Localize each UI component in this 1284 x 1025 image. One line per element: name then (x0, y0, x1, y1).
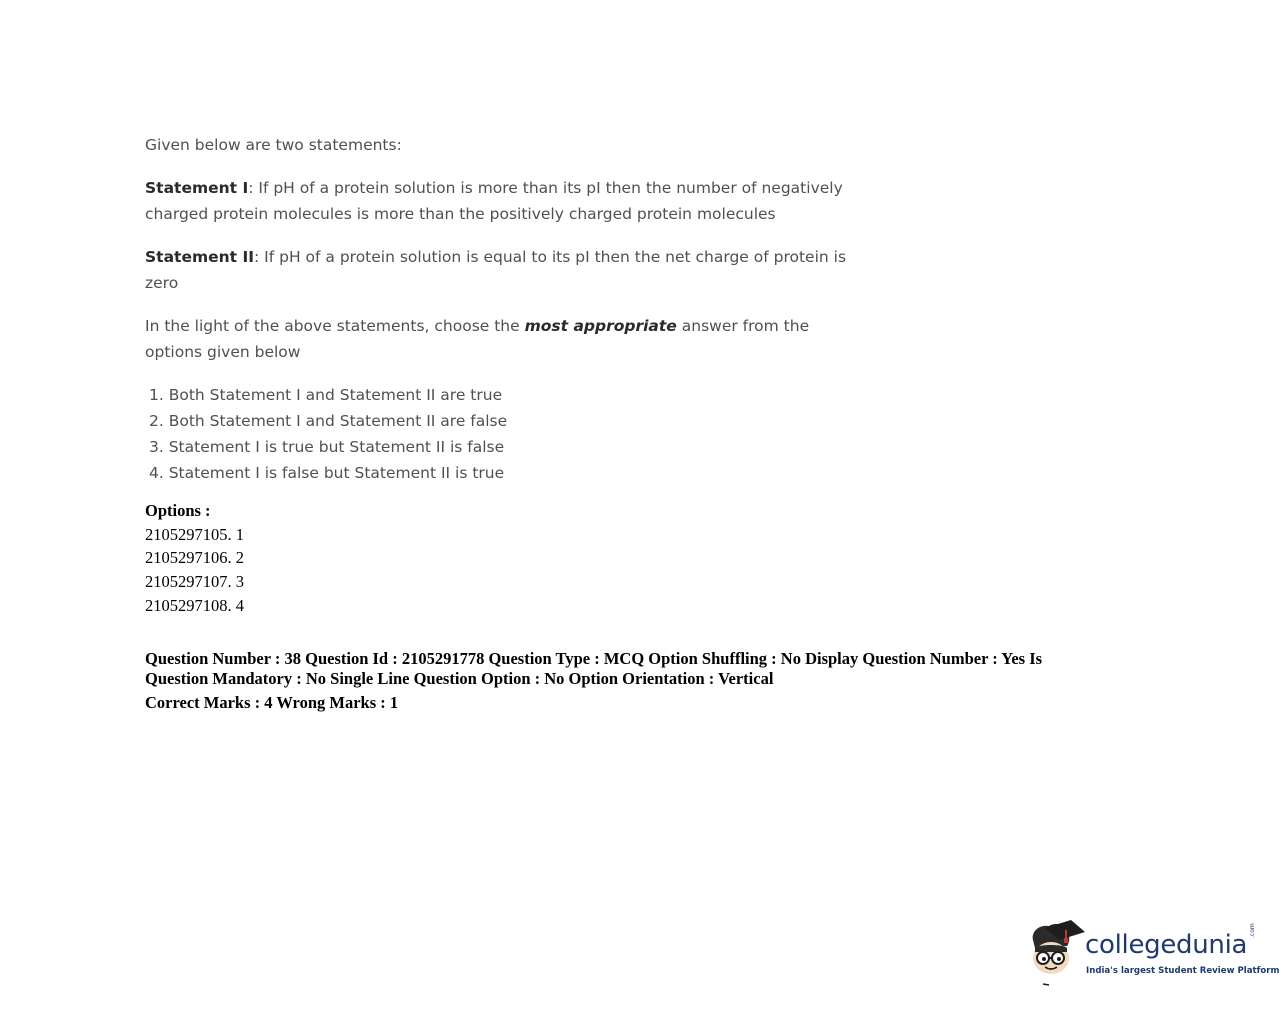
option-item: 2105297108. 4 (145, 595, 244, 615)
option-item: 2105297105. 1 (145, 524, 244, 544)
logo-suffix: .com (1249, 923, 1256, 938)
choice-item: 4. Statement I is false but Statement II is true (149, 464, 505, 482)
option-item: 2105297107. 3 (145, 572, 244, 592)
statement-two-label: Statement II (145, 248, 254, 266)
options-block (145, 499, 244, 618)
student-mascot-icon (1025, 918, 1087, 988)
question-meta (145, 649, 1105, 713)
instruction (145, 313, 865, 365)
collegedunia-logo (1025, 918, 1280, 988)
question-intro: Given below are two statements: (145, 136, 402, 154)
statement-two (145, 244, 865, 296)
statement-one (145, 175, 865, 227)
instruction-text: In the light of the above statements, choose the (145, 317, 525, 335)
statement-one-text: : If pH of a protein solution is more than its pI then the number of negatively charged protein molecules is more than the positively charged protein molecules (145, 179, 843, 223)
question-details: Question Number : 38 Question Id : 2105291778 Question Type : MCQ Option Shuffling : No Display Question Number : Yes Is Question Mandatory : No Single Line Question Option : No Option Orientation : Vertical (145, 649, 1043, 688)
option-item: 2105297106. 2 (145, 548, 244, 568)
statement-one-label: Statement I (145, 179, 249, 197)
logo-name: collegedunia (1085, 930, 1248, 960)
logo-tagline: India's largest Student Review Platform (1086, 966, 1280, 976)
choice-item: 3. Statement I is true but Statement II is false (149, 438, 505, 456)
choice-list (145, 382, 865, 486)
choice-item: 2. Both Statement I and Statement II are false (149, 412, 508, 430)
choice-item: 1. Both Statement I and Statement II are true (149, 386, 503, 404)
instruction-tail: answer from the options given below (145, 317, 810, 361)
statement-two-text: : If pH of a protein solution is equal to its pI then the net charge of protein is zero (145, 248, 847, 292)
question-block (145, 132, 865, 486)
instruction-emphasis: most appropriate (524, 317, 677, 335)
options-title: Options : (145, 501, 211, 520)
marks-line: Correct Marks : 4 Wrong Marks : 1 (145, 693, 399, 712)
